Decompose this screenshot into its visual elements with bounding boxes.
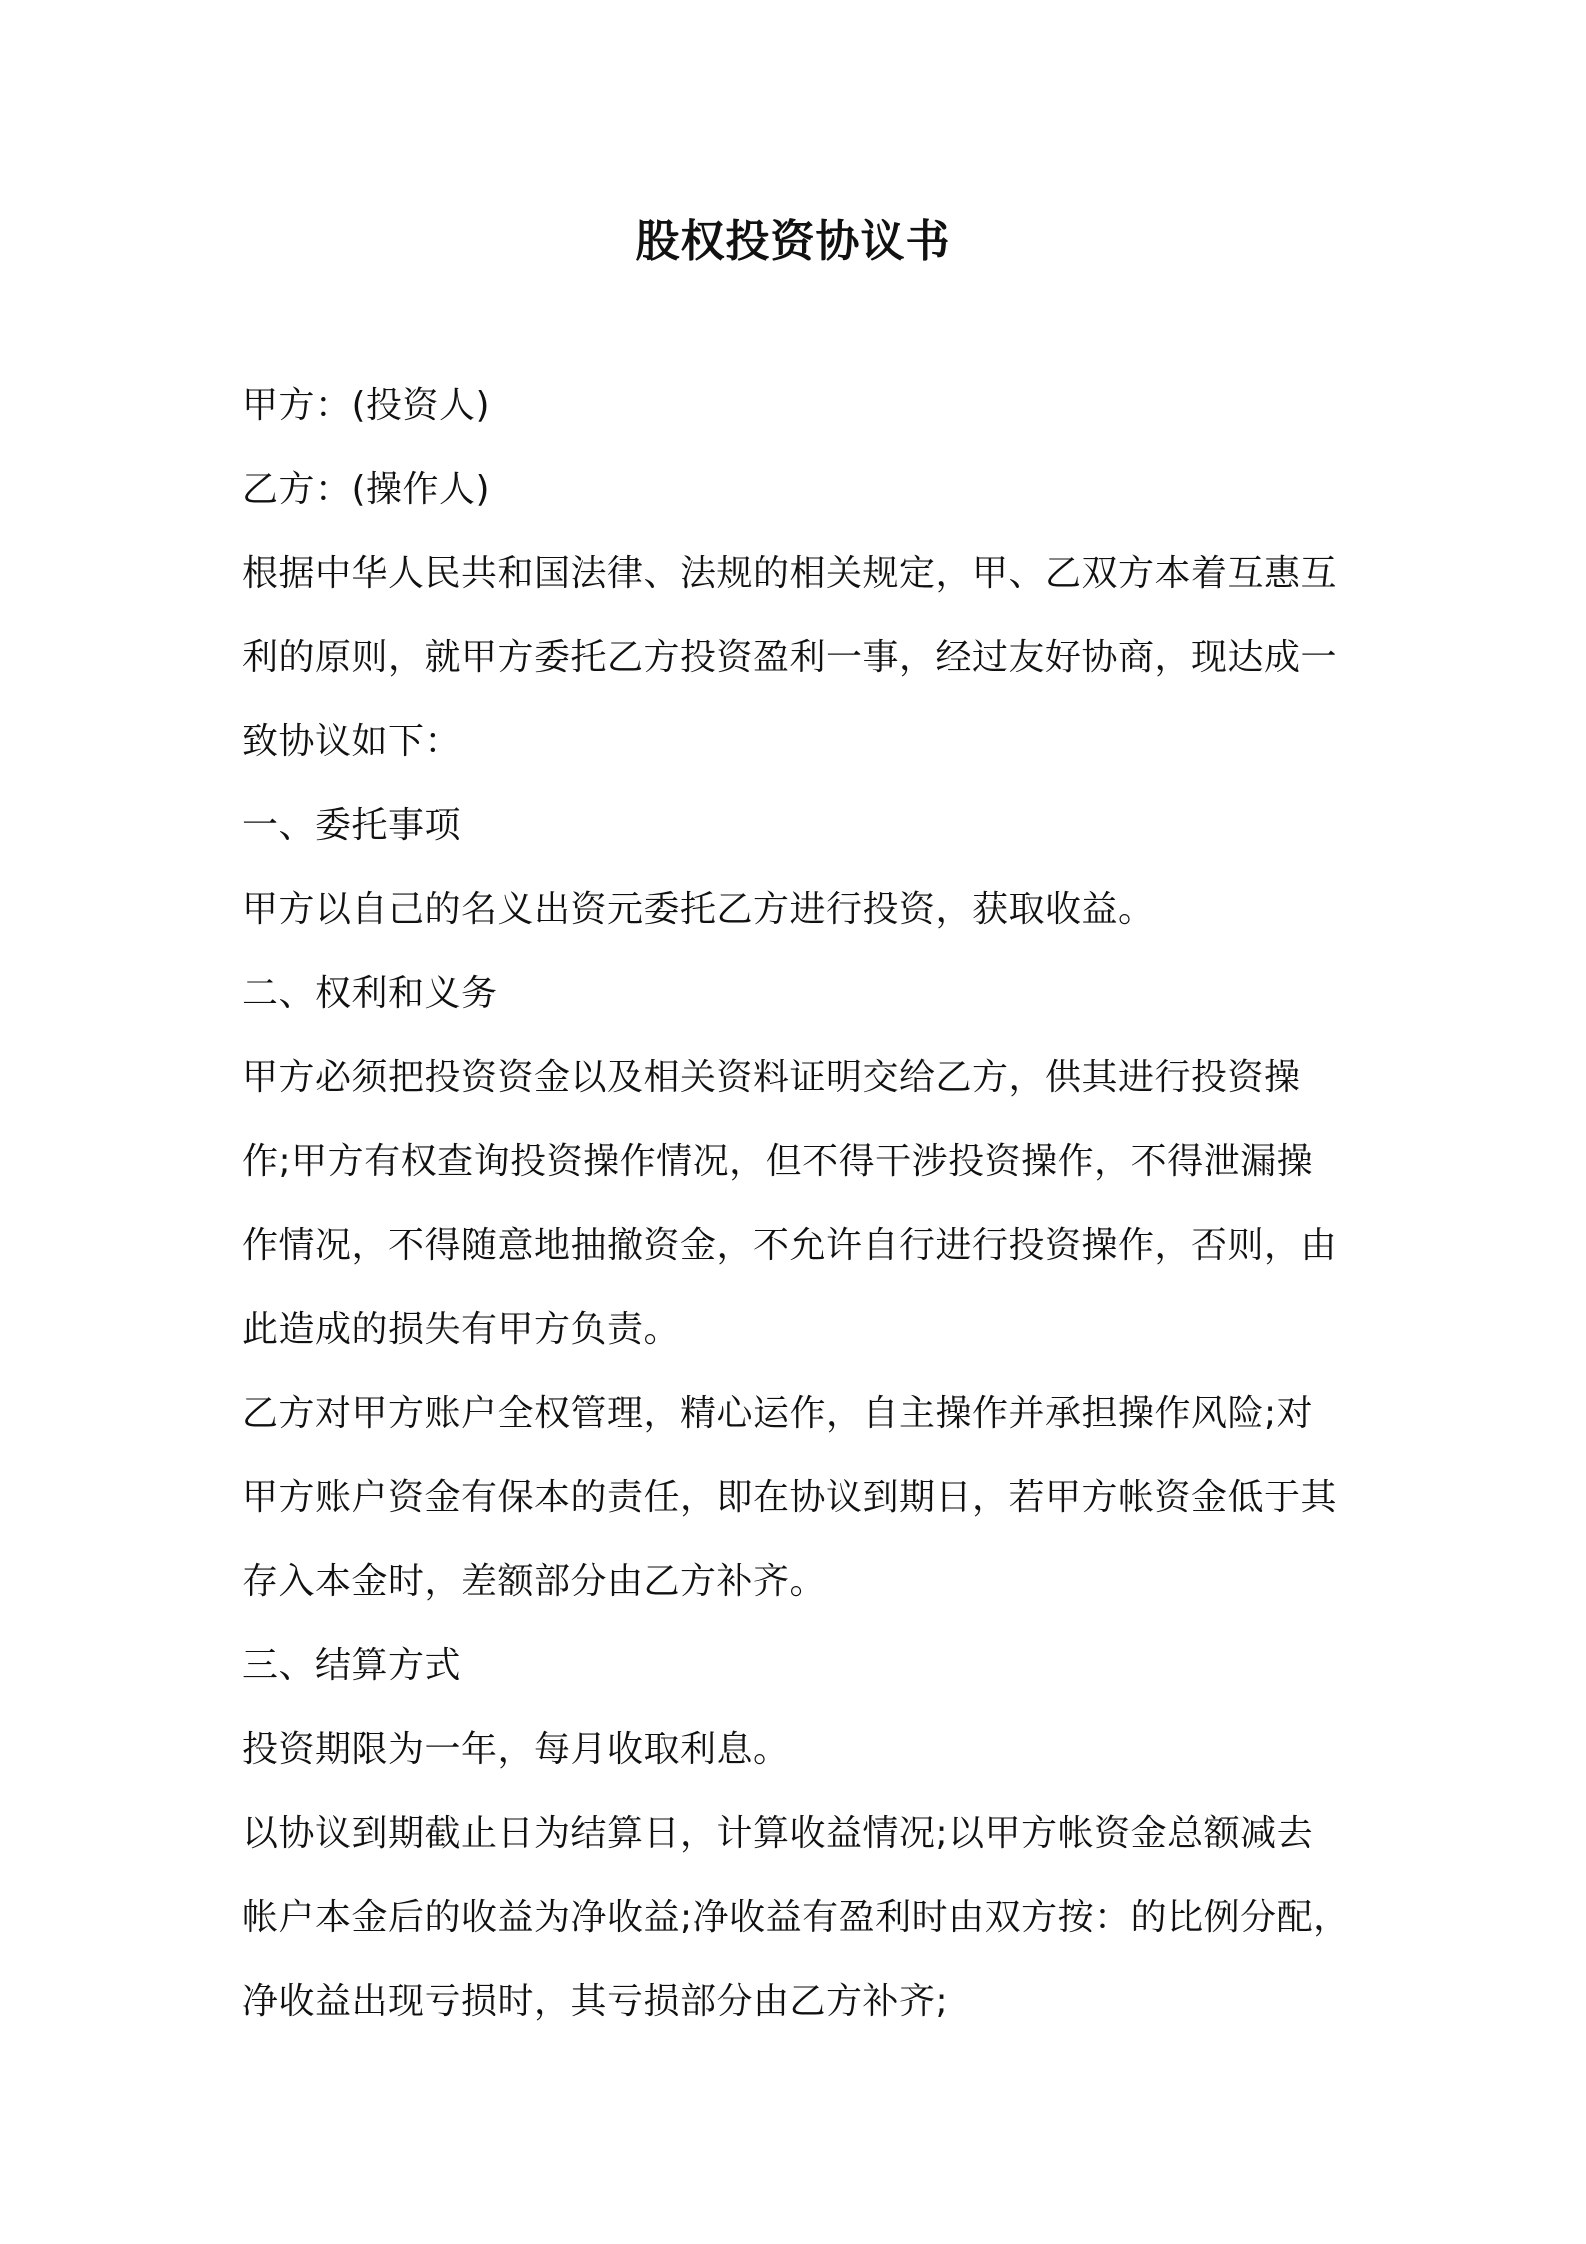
section-3-text-line: 投资期限为一年，每月收取利息。: [242, 1729, 790, 1770]
section-2-text-line: 甲方账户资金有保本的责任，即在协议到期日，若甲方帐资金低于其: [242, 1477, 1338, 1518]
section-2-text-line: 作情况，不得随意地抽撤资金，不允许自行进行投资操作，否则，由: [242, 1225, 1338, 1266]
section-heading-2: 二、权利和义务: [242, 973, 498, 1014]
document-body: [242, 364, 1372, 2044]
document-title: 股权投资协议书: [635, 216, 951, 267]
preamble-line: 致协议如下：: [242, 721, 462, 762]
section-2-text-line: 作;甲方有权查询投资操作情况，但不得干涉投资操作，不得泄漏操: [242, 1141, 1314, 1182]
section-1-text-line: 甲方以自己的名义出资元委托乙方进行投资，获取收益。: [242, 889, 1155, 930]
section-heading-3: 三、结算方式: [242, 1645, 462, 1686]
section-3-text-line: 帐户本金后的收益为净收益;净收益有盈利时由双方按：的比例分配，: [242, 1897, 1350, 1938]
section-3-text-line: 净收益出现亏损时，其亏损部分由乙方补齐;: [242, 1981, 949, 2022]
section-heading-1: 一、委托事项: [242, 805, 462, 846]
preamble-line: 利的原则，就甲方委托乙方投资盈利一事，经过友好协商，现达成一: [242, 637, 1338, 678]
section-2-text-line: 乙方对甲方账户全权管理，精心运作，自主操作并承担操作风险;对: [242, 1393, 1314, 1434]
section-2-text-line: 此造成的损失有甲方负责。: [242, 1309, 681, 1350]
section-3-text-line: 以协议到期截止日为结算日，计算收益情况;以甲方帐资金总额减去: [242, 1813, 1314, 1854]
section-2-text-line: 存入本金时，差额部分由乙方补齐。: [242, 1561, 827, 1602]
party-a-line: 甲方：(投资人): [242, 385, 491, 426]
preamble-line: 根据中华人民共和国法律、法规的相关规定，甲、乙双方本着互惠互: [242, 553, 1338, 594]
party-b-line: 乙方：(操作人): [242, 469, 491, 510]
section-2-text-line: 甲方必须把投资资金以及相关资料证明交给乙方，供其进行投资操: [242, 1057, 1301, 1098]
